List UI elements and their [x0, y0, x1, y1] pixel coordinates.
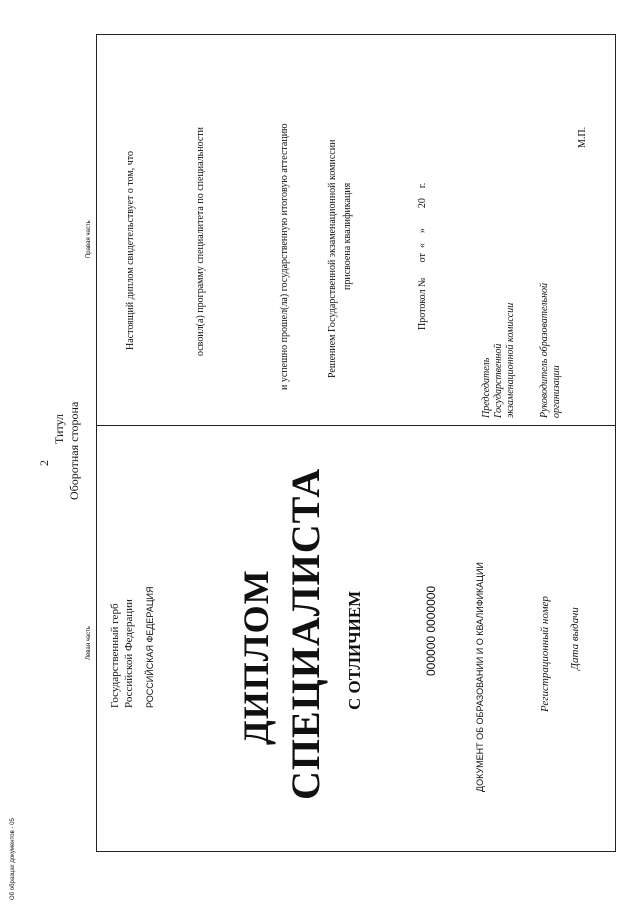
- issue-date-label: Дата выдачи: [569, 607, 581, 670]
- certificate-text-line-1: Настоящий диплом свидетельствует о том, что: [125, 151, 136, 350]
- page-subtitle: Оборотная сторона: [67, 401, 81, 500]
- chair-label-line-2: Государственной: [493, 343, 504, 418]
- certificate-text-line-3: и успешно прошел(ла) государственную итоговую аттестацию: [279, 123, 290, 390]
- chair-label-line-1: Председатель: [481, 357, 492, 418]
- diploma-frame: [96, 34, 616, 852]
- emblem-line-2: Российской Федерации: [123, 599, 135, 708]
- chair-label-line-3: экзаменационной комиссии: [505, 302, 516, 418]
- certificate-text-line-5: присвоена квалификация: [342, 182, 353, 290]
- certificate-text-line-4: Решением Государственной экзаменационной комиссии: [327, 139, 338, 378]
- head-label-line-2: организации: [551, 365, 562, 418]
- honors-label: С ОТЛИЧИЕМ: [345, 590, 364, 710]
- diploma-title-line-1: ДИПЛОМ: [236, 569, 276, 745]
- document-type: ДОКУМЕНТ ОБ ОБРАЗОВАНИИ И О КВАЛИФИКАЦИИ: [475, 562, 485, 792]
- diploma-title-line-2: СПЕЦИАЛИСТА: [283, 467, 328, 800]
- page-number: 2: [37, 460, 51, 466]
- footer-note: Об образцах документов - 05: [10, 818, 16, 900]
- protocol-line: Протокол № от « » 20 г.: [417, 182, 428, 330]
- page-title: Титул: [52, 414, 66, 444]
- certificate-text-line-2: освоил(а) программу специалитета по специальности: [195, 127, 206, 356]
- head-label-line-1: Руководитель образовательной: [539, 282, 550, 418]
- country-name: РОССИЙСКАЯ ФЕДЕРАЦИЯ: [145, 586, 155, 708]
- page-fold-divider: [96, 425, 616, 426]
- right-part-label: Правая часть: [86, 220, 92, 258]
- serial-number: 000000 0000000: [424, 585, 438, 676]
- stamp-placeholder: М.П.: [577, 126, 588, 148]
- left-part-label: Левая часть: [86, 626, 92, 660]
- emblem-line-1: Государственный герб: [109, 603, 121, 708]
- registration-number-label: Регистрационный номер: [539, 596, 551, 712]
